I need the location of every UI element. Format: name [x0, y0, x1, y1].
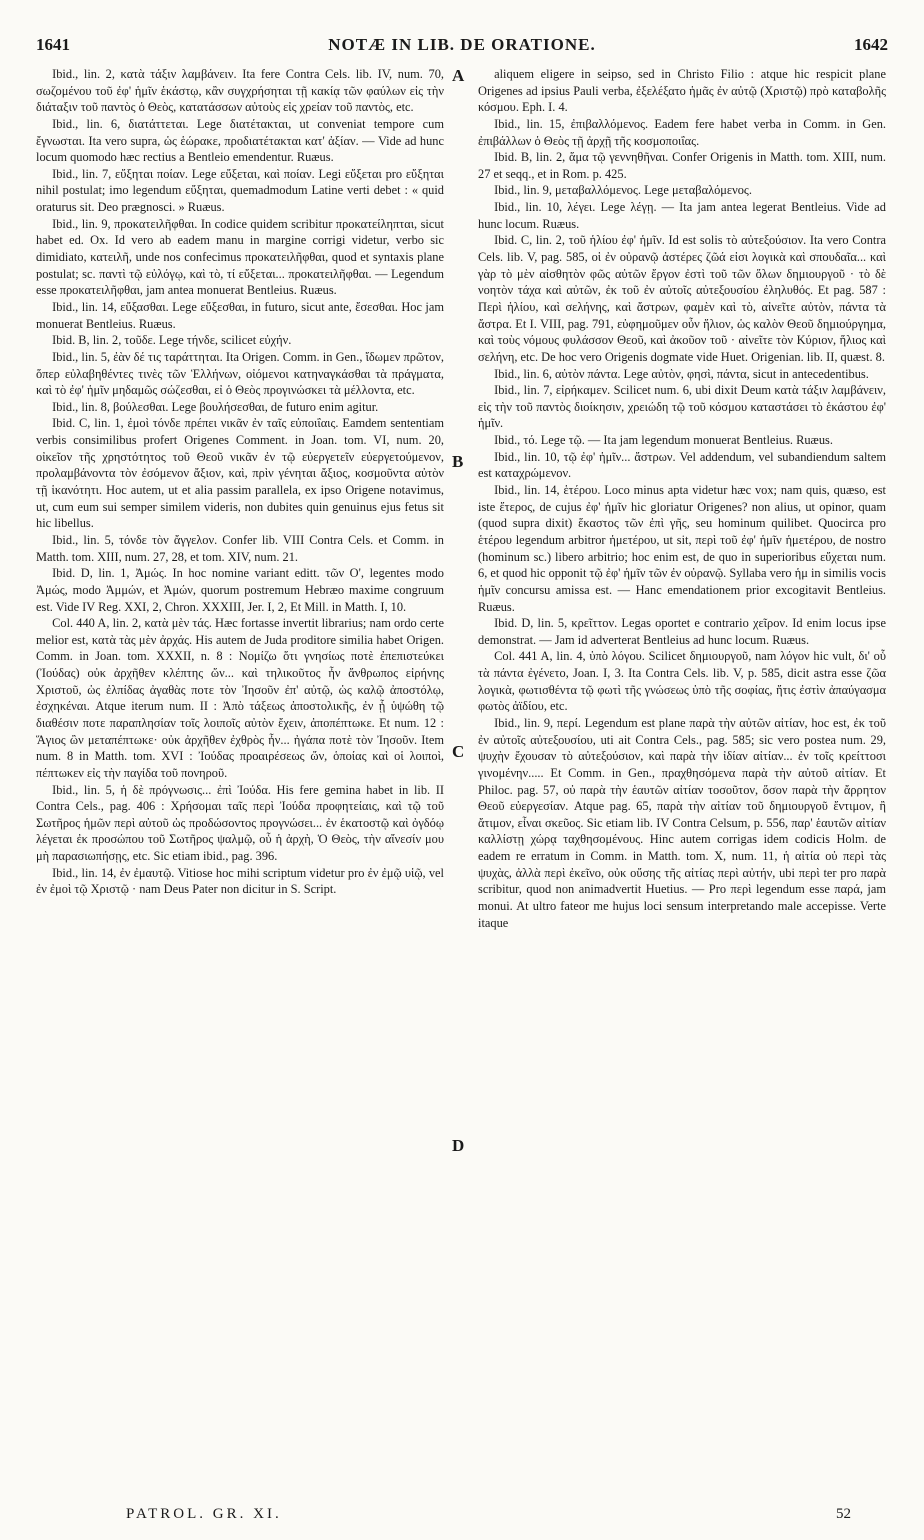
- note-paragraph: Ibid. C, lin. 2, τοῦ ἡλίου ἐφ' ἡμῖν. Id est solis τὸ αὐτεξούσιον. Ita vero Contra Cels. lib. V, pag. 585, οἱ ἐν οὐρανῷ ἀστέρες ζῶά εἰσι λογικὰ καὶ σπουδαῖα... καὶ γὰρ τὸ μὲν αἰσθητὸν φῶς αὐτῶν ἔργον ἐστὶ τοῦ τῶν ὅλων δημιουργοῦ · τὸ δὲ νοητὸν τάχα καὶ αὐτῶν, ἐκ τοῦ ἐν αὐτοῖς αὐτεξουσίου ἐληλυθός. Et pag. 587 : Περὶ ἡλίου, καὶ σελήνης, καὶ ἄστρων, φαμὲν καὶ τὸ, αἰνεῖτε αὐτὸν, πάντα τὰ ἄστρα. Et I. VIII, pag. 791, εὐφημοῦμεν οὖν ἥλιον, ὡς καλὸν Θεοῦ δημιούργημα, καὶ τοὺς νόμους φυλάσσον Θεοῦ, καὶ ἀκοῦον τοῦ · αἰνεῖτε τὸν Κύριον, ἥλιος καὶ σελήνη, etc. De hoc vero Origenis dogmate vide Huet. Origenian. lib. II, quæst. 8.: [478, 233, 886, 364]
- note-paragraph: Ibid. D, lin. 1, Ἀμώς. In hoc nomine variant editt. τῶν Ο', legentes modo Ἀμώς, modo Ἀμμών, et Ἀμών, quorum postremum Hebræo maxime congruum est. Vide IV Reg. XXI, 2, Chron. XXXIII, Jer. I, 2, Et Mill. in Matth. I, 10.: [36, 566, 444, 614]
- margin-marker-d: D: [452, 1136, 465, 1155]
- margin-marker-b: B: [452, 452, 464, 471]
- note-paragraph: Ibid., lin. 2, κατὰ τάξιν λαμβάνειν. Ita fere Contra Cels. lib. IV, num. 70, σωζομένου τοῦ ἐφ' ἡμῖν ἑκάστῳ, κἂν συγχρήσηται τῇ κακίᾳ τῶν φαύλων εἰς τὴν διάταξιν τοῦ παντὸς ὁ Θεὸς, κατατάσσων αὐτοὺς εἰς χρείαν τοῦ παντὸς, etc.: [36, 67, 444, 115]
- margin-marker-c: C: [452, 742, 465, 761]
- note-paragraph: Ibid., lin. 9, προκατειλῆφθαι. In codice quidem scribitur προκατείληπται, sicut habet ed. Ox. Id vero ab eadem manu in margine corrigi videtur, verbo sic dimidiato, κατειλῆ, unde nos confecimus προκατειλῆφθαι, quod et syntaxis plane postulat; sc. παντὶ τῷ εὐλόγῳ, καὶ τὸ, τί εὔξεται... προκατειλῆφθαι. — Legendum esse προκατειλῆφθαι, jam antea monuerat Bentleius. Ruæus.: [36, 216, 444, 298]
- note-paragraph: Ibid., lin. 10, λέγει. Lege λέγῃ. — Ita jam antea legerat Bentleius. Vide ad hunc locum. Ruæus.: [478, 200, 886, 231]
- note-paragraph: Ibid. B, lin. 2, τοῦδε. Lege τήνδε, scilicet εὐχήν.: [52, 333, 292, 348]
- note-paragraph: Ibid., lin. 7, εἰρήκαμεν. Scilicet num. 6, ubi dixit Deum κατὰ τάξιν λαμβάνειν, εἰς τὴν τοῦ παντὸς διοίκησιν, χρειώδη τῷ τοῦ κόσμου καταστάσει τὸ ἑκάστου ἐφ' ἡμῖν.: [478, 383, 886, 431]
- note-paragraph: aliquem eligere in seipso, sed in Christo Filio : atque hic respicit plane Origenes ad ipsius Pauli verba, ἐξελέξατο ἡμᾶς ἐν αὐτῷ (Χριστῷ) πρὸ καταβολῆς κόσμου. Eph. I. 4.: [478, 67, 886, 115]
- margin-markers: [452, 0, 468, 1540]
- note-paragraph: Ibid. C, lin. 1, ἐμοὶ τόνδε πρέπει νικᾶν ἐν ταῖς εὐποιΐαις. Eamdem sententiam verbis consimilibus profert Origenes Comment. in Joan. tom. VI, num. 20, οἰκεῖον τῆς χρηστότητος τοῦ Θεοῦ νικᾶν ἐν τῷ εὐεργετεῖν εὐεργετούμενον, προλαμβάνοντα τὸν ἐσόμενον ἄξιον, καὶ, πρὶν γένηται ἄξιος, κοσμοῦντα αὐτὸν τῇ ἱκανότητι. Hoc autem, ut et alia passim parallela, ex ipso Origene notavimus, ut, cum eum sui semper similem videris, non dubites quin genuinus ejus fetus sit hic libellus.: [36, 416, 444, 531]
- note-paragraph: Ibid., lin. 6, αὐτὸν πάντα. Lege αὐτὸν, φησὶ, πάντα, sicut in antecedentibus.: [494, 366, 869, 381]
- note-paragraph: Ibid. D, lin. 5, κρεῖττον. Legas oportet e contrario χεῖρον. Id enim locus ipse demonstrat. — Jam id adverterat Bentleius ad hunc locum. Ruæus.: [478, 616, 886, 647]
- note-paragraph: Ibid., lin. 6, διατάττεται. Lege διατέτακται, ut conveniat tempore cum ἔγνωσται. Ita vero supra, ὡς ἑώρακε, προδιατέτακται κατ' ἀξίαν. — Vide ad hunc locum quomodo hæc rectius a Bentleio emendentur. Ruæus.: [36, 116, 444, 165]
- right-column: [478, 66, 886, 931]
- note-paragraph: Ibid., lin. 15, ἐπιβαλλόμενος. Eadem fere habet verba in Comm. in Gen. ἐπιβάλλων ὁ Θεὸς τῇ ἀρχῇ τῆς κοσμοποιΐας.: [478, 116, 886, 148]
- left-column: [36, 66, 444, 898]
- signature-mark: PATROL. GR. XI.: [126, 1506, 282, 1522]
- note-paragraph: Ibid. B, lin. 2, ἅμα τῷ γεννηθῆναι. Confer Origenis in Matth. tom. XIII, num. 27 et seqq., et in Rom. p. 425.: [478, 150, 886, 181]
- note-paragraph: Ibid., lin. 7, εὔξηται ποίαν. Lege εὔξεται, καὶ ποίαν. Legi εὔξεται pro εὔξηται nihil postulat; imo legendum εὔξηται, quemadmodum Latine verti debet : « quid oraturus sit. Deo prægnosci. » Ruæus.: [36, 166, 444, 215]
- note-paragraph: Ibid., lin. 14, ἐν ἐμαυτῷ. Vitiose hoc mihi scriptum videtur pro ἐν ἐμῷ υἱῷ, vel ἐν ἐμοὶ τῷ Χριστῷ · nam Deus Pater non dicitur in S. Script.: [36, 865, 444, 897]
- folio-number: 52: [836, 1506, 851, 1522]
- page-number-right: 1642: [853, 35, 888, 54]
- note-paragraph: Ibid., lin. 9, μεταβαλλόμενος. Lege μεταβαλόμενος.: [494, 183, 752, 198]
- note-paragraph: Ibid., lin. 14, εὔξασθαι. Lege εὔξεσθαι, in futuro, sicut ante, ἔσεσθαι. Hoc jam monuerat Bentleius. Ruæus.: [36, 299, 444, 331]
- note-paragraph: Col. 440 A, lin. 2, κατὰ μὲν τάς. Hæc fortasse invertit librarius; nam ordo certe melior est, κατὰ τὰς μὲν ἀρχάς. His autem de Juda proditore similia habet Origen. Comm. in Joan. tom. XXXII, n. 8 : Νομίζω ὅτι γνησίως ποτὲ ἐπεπιστεύκει (Ἰούδας) οὐκ ἀρχῆθεν κλέπτης ὤν... καὶ τηλικοῦτος ἦν ἄνθρωπος εἰρήνης Χριστοῦ, ὡς ἐλπίδας ἀγαθὰς ποτε τὸν Ἰησοῦν ἐπ' αὐτῷ, ὡς καλῷ ἀποστόλῳ, ἐσχηκέναι. Atque iterum num. II : Ἀπὸ τάξεως ἀποστολικῆς, ἐν ᾗ ὑψώθη τῷ διαθέσιν ποτε παραπλησίαν τοῖς λοιποῖς αὐτὸν ἔχειν, ἀποπέπτωκε. Et num. 12 : Ἅγιος ὢν μεταπέπτωκε· οὐκ ἀρχῆθεν ἐχθρὸς ἦν... ἠγάπα ποτὲ τὸν Ἰησοῦν. Item num. 8 in Matth. tom. XVI : Ἰούδας προαιρέσεως ὤν, ὁποίας καὶ οἱ λοιποὶ, πέπτωκεν εἰς τὴν παγίδα τοῦ πονηροῦ.: [36, 616, 444, 780]
- note-paragraph: Ibid., lin. 14, ἑτέρου. Loco minus apta videtur hæc vox; nam quis, quæso, est iste ἕτερος, de cujus ἐφ' ἡμῖν hic gloriatur Origenes? non alius, ut opinor, quam (quod supra dixit) ἕκαστος τῶν ἐπὶ γῆς, seu hominum quilibet. Quocirca pro ἑτέρου legendum arbitror ἡμετέρου, ut sit, περὶ τοῦ ἐφ' ἡμῖν ἡμετέρου, de nostro (hominum sc.) libero arbitrio; hoc enim est, de quo in superioribus εὔχεται num. 6, et quod hic opponit τῷ ἐφ' ἡμῖν τῶν ἐν οὐρανῷ. Syllaba vero ἡμ in similis vocis ἡμῖν concursu amissa est. — Hanc emendationem prior excogitavit Bentleius. Ruæus.: [478, 483, 886, 614]
- note-paragraph: Ibid., lin. 9, περί. Legendum est plane παρὰ τὴν αὐτῶν αἰτίαν, hoc est, ἐκ τοῦ ἐν αὐτοῖς αὐτεξουσίου, uti ait Contra Cels., pag. 585; sic vero postea num. 29, ψυχὴν ἔχουσαν τὸ αὐτεξούσιον, καὶ παρὰ τὴν ἰδίαν αἰτίαν... ἐν τοῖς κρείττοσι γινομένην..... Et Comm. in Gen., πραχθησόμενα παρὰ τὴν αὐτοῦ αἰτίαν. Et Philoc. pag. 57, οὐ παρὰ τὴν ἑαυτῶν αἰτίαν τοσοῦτον, ὅσον παρὰ τὴν ἄρρητον Θεοῦ εὐεργεσίαν. Atque pag. 65, παρὰ τὴν αἰτίαν τοῦ δημιουργοῦ ἔντιμον, ἢ ἄτιμον, εἶναι σκεῦος. Sic etiam lib. IV Contra Celsum, p. 556, παρ' ἑαυτῶν αἰτίαν καλλίστῃ χώρᾳ ταχθησομένους. Hinc autem corrigas idem codicis Holm. de eadem re erratum in Comm. in Matth. tom. X, num. 11, ἡ αἰτία οὐ περὶ τὰς ψυχὰς, ἀλλὰ περὶ ἐκεῖνο, οὐκ οὔσης τῆς αἰτίας περὶ αὐτήν, ubi περὶ ter pro παρὰ scribitur, quod non animadvertit Huetius. — Pro περὶ legendum esse παρά, jam monui. At ultro fateor me hujus loci sensum interpretando male accepisse. Verte itaque: [478, 715, 886, 930]
- note-paragraph: Ibid., lin. 10, τῷ ἐφ' ἡμῖν... ἄστρων. Vel addendum, vel subandiendum saltem est καταχρώμενον.: [478, 449, 886, 481]
- note-paragraph: Col. 441 A, lin. 4, ὑπὸ λόγου. Scilicet δημιουργοῦ, nam λόγον hic vult, δι' οὗ τὰ πάντα ἐγένετο, Joan. I, 3. Ita Contra Cels. lib. V, p. 585, dicit astra esse ζῶα λογικὰ, φωτισθέντα τῷ φωτὶ τῆς γνώσεως ὑπὸ τῆς σοφίας, ἥτις ἐστὶν ἀπαύγασμα φωτὸς ἀϊδίου, etc.: [478, 649, 886, 714]
- running-title: NOTÆ IN LIB. DE ORATIONE.: [328, 35, 596, 54]
- note-paragraph: Ibid., τό. Lege τῷ. — Ita jam legendum monuerat Bentleius. Ruæus.: [494, 433, 833, 448]
- note-paragraph: Ibid., lin. 5, ἡ δὲ πρόγνωσις... ἐπὶ Ἰούδα. His fere gemina habet in lib. II Contra Cels., pag. 406 : Χρήσομαι ταῖς περὶ Ἰούδα προφητείαις, καὶ τῷ τοῦ Σωτῆρος ἡμῶν περὶ αὐτοῦ ὡς προδώσοντος προγνώσει... ἐν ἑκατοστῷ καὶ ὀγδόῳ λέγεται ἐκ προσώπου τοῦ Σωτῆρος ψαλμῷ, οὗ ἡ ἀρχὴ, Ὁ Θεὸς, τὴν αἴνεσίν μου μὴ παρασιωπήσῃς, etc. Sic etiam ibid., pag. 396.: [36, 782, 444, 864]
- note-paragraph: Ibid., lin. 5, ἐὰν δέ τις ταράττηται. Ita Origen. Comm. in Gen., ἴδωμεν πρῶτον, ὅπερ εὐλαβηθέντες τινὲς τῶν Ἑλλήνων, οἰόμενοι κατηναγκάσθαι τὰ πράγματα, καὶ τὸ ἐφ' ἡμῖν μηδαμῶς σώζεσθαι, εἰ ὁ Θεὸς προγινώσκει τὰ μέλλοντα, etc.: [36, 349, 444, 398]
- note-paragraph: Ibid., lin. 8, βούλεσθαι. Lege βουλήσεσθαι, de futuro enim agitur.: [52, 399, 379, 414]
- note-paragraph: Ibid., lin. 5, τόνδε τὸν ἄγγελον. Confer lib. VIII Contra Cels. et Comm. in Matth. tom. XIII, num. 27, 28, et tom. XIV, num. 21.: [36, 532, 444, 564]
- page-number-left: 1641: [36, 35, 70, 54]
- margin-marker-a: A: [452, 66, 465, 85]
